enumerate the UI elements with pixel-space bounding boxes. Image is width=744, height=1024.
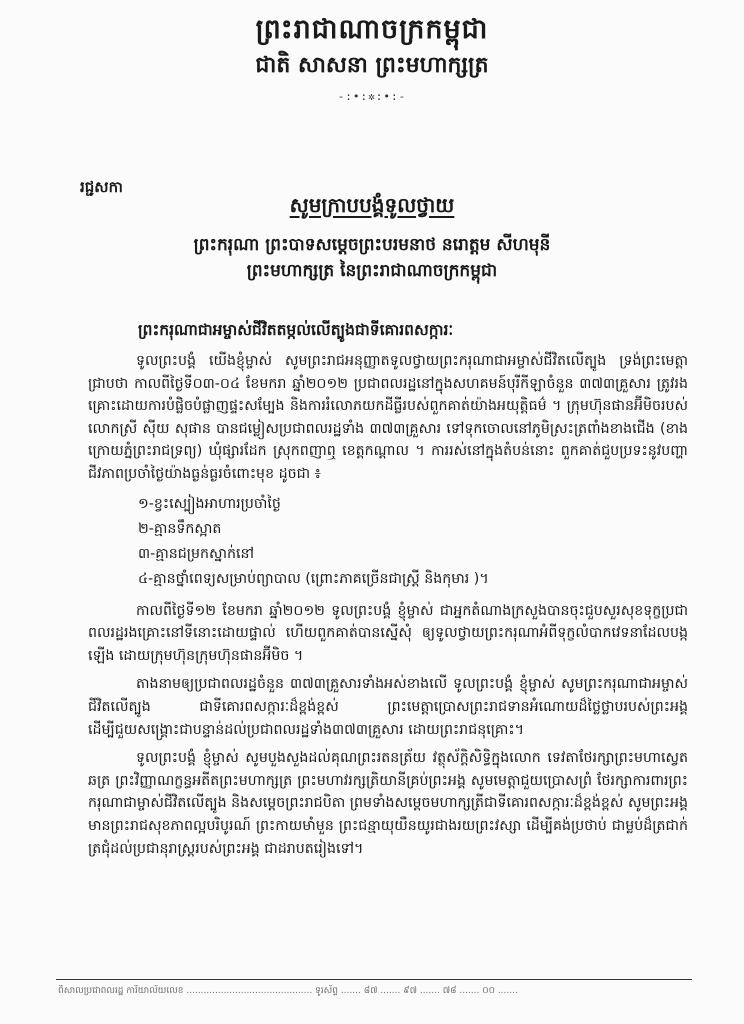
list-item: ៤-គ្មានថ្នាំពេទ្យសម្រាប់ព្យាបាល (ព្រោះភាគច្រើនជាស្ត្រី និងកុមារ )។ <box>138 570 489 587</box>
list-item: ១-ខ្វះស្បៀងអាហារប្រចាំថ្ងៃ <box>138 495 281 512</box>
letterhead <box>0 12 744 103</box>
national-motto: ជាតិ សាសនា ព្រះមហាក្សត្រ <box>255 53 489 78</box>
paragraph-1: ទូលព្រះបង្គំ យើងខ្ញុំម្ចាស់ សូមព្រះរាជអនុញ្ញាតទូលថ្វាយព្រះករុណាជាអម្ចាស់ជីវិតលើត្បូង ទ្រង់ព្រះមេត្តាជ្រាបថា កាលពីថ្ងៃទី០៣-០៤ ខែមករា ឆ្នាំ២០១២ ប្រជាពលរដ្ឋនៅក្នុងសហគមន៍បុរីកីឡាចំនួន ៣៧៣គ្រួសារ ត្រូវរងគ្រោះដោយការបំផ្លិចបំផ្លាញផ្ទះសម្បែង និងការរំលោភយកដីធ្លីរបស់ពួកគាត់យ៉ាងអយុត្តិធម៌ ។ ក្រុមហ៊ុនផានអ៊ីមិចរបស់លោកស្រី ស៊ីយ សុផាន បានជម្លៀសប្រជាពលរដ្ឋទាំង ៣៧៣គ្រួសារ ទៅទុកចោលនៅភូមិស្រះត្រពាំងខាងជើង (ខាងក្រោយភ្នំព្រះរាជទ្រព្យ) ឃុំផ្សារដែក ស្រុកពញាឮ ខេត្តកណ្ដាល ។ ការរស់នៅក្នុងតំបន់នោះ ពួកគាត់ជួបប្រទះនូវបញ្ហាជីវភាពប្រចាំថ្ងៃយ៉ាងធ្ងន់ធ្ងរចំពោះមុខ ដូចជា ៖ <box>88 353 688 482</box>
addressee-line-2: ព្រះមហាក្សត្រ នៃព្រះរាជាណាចក្រកម្ពុជា <box>246 261 498 281</box>
paragraph-3: តាងនាមឲ្យប្រជាពលរដ្ឋចំនួន ៣៧៣គ្រួសារទាំងអស់ខាងលើ ទូលព្រះបង្គំ ខ្ញុំម្ចាស់ សូមព្រះករុណាជាអម្ចាស់ជីវិតលើត្បូង ជាទីគោរពសក្ការៈដ៏ខ្ពង់ខ្ពស់ ព្រះមេត្តាប្រោសព្រះរាជទានអំណោយដ៏ថ្លៃថ្លាបរបស់ព្រះអង្គ ដើម្បីជួយសង្គ្រោះជាបន្ទាន់ដល់ប្រជាពលរដ្ឋទាំង៣៧៣គ្រួសារ ដោយព្រះរាជនុគ្រោះ។ <box>88 676 688 738</box>
letter-title: សូមក្រាបបង្គំទូលថ្វាយ <box>289 193 455 217</box>
paragraph-4: ទូលព្រះបង្គំ ខ្ញុំម្ចាស់ សូមបួងសួងដល់គុណព្រះរតនត្រ័យ វត្ថុស័ក្ដិសិទ្ធិក្នុងលោក ទេវតាថែរក្សាព្រះមហាស្វេតឆត្រ ព្រះវិញ្ញាណក្ខន្ធអតីតព្រះមហាក្សត្រ ព្រះមហាវរក្សត្រិយានីគ្រប់ព្រះអង្គ សូមមេត្តាជួយប្រោសព្រំ ថែរក្សាការពារព្រះករុណាជាម្ចាស់ជីវិតលើត្បូង និងសម្ដេចព្រះរាជបិតា ព្រមទាំងសម្ដេចមហាក្សត្រីជាទីគោរពសក្ការៈដ៏ខ្ពង់ខ្ពស់ សូមព្រះអង្គមានព្រះរាជសុខភាពល្អបរិបូរណ៍ ព្រះកាយមាំមួន ព្រះជន្មាយុយឺនយូរជាងរយព្រះវស្សា ដើម្បីគង់ប្រថាប់ ជាម្លប់ដ៏ត្រជាក់ត្រជុំដល់ប្រជានុរាស្ត្ររបស់ព្រះអង្គ ជាដរាបតរៀងទៅ។ <box>88 750 688 857</box>
list-item: ៣-គ្មានជម្រកស្នាក់នៅ <box>138 545 255 562</box>
addressee-block <box>0 232 744 284</box>
footer-contact: ពិសាលប្រជាពលរដ្ឋ ការិយាល័យលេខ ............................................ ទូរស័ព្ទ ....... ៨៧ ....... ៩៧ ....... ៧៨ ....... ០០ ....... <box>58 986 518 996</box>
footer-divider <box>56 979 692 980</box>
greeting-line: ព្រះករុណាជាអម្ចាស់ជីវិតតម្កល់លើត្បូងជាទីគោរពសក្ការៈ <box>138 321 454 339</box>
paragraph-2: កាលពីថ្ងៃទី១២ ខែមករា ឆ្នាំ២០១២ ទូលព្រះបង្គំ ខ្ញុំម្ចាស់ ជាអ្នកតំណាងក្រសួងបានចុះជួបសួរសុខទុក្ខប្រជាពលរដ្ឋរងគ្រោះនៅទីនោះដោយផ្ទាល់ ហើយពួកគាត់បានស្នើសុំ ឲ្យទូលថ្វាយព្រះករុណាអំពីទុក្ខលំបាកវេទនាដែលបង្កឡើង ដោយក្រុមហ៊ុនក្រុមហ៊ុនផានអ៊ីមិច ។ <box>88 602 688 664</box>
letter-body <box>88 350 688 866</box>
ornament-divider: -:•:✲:•:- <box>337 90 407 103</box>
addressee-line-1: ព្រះករុណា ព្រះបាទសម្ដេចព្រះបរមនាថ នរោត្តម សីហមុនី <box>193 235 551 255</box>
salutation-label: រជ្ជសកា <box>80 178 123 196</box>
kingdom-title: ព្រះរាជាណាចក្រកម្ពុជា <box>255 14 489 45</box>
hardship-list <box>88 492 688 592</box>
list-item: ២-គ្មានទឹកស្អាត <box>138 520 222 537</box>
